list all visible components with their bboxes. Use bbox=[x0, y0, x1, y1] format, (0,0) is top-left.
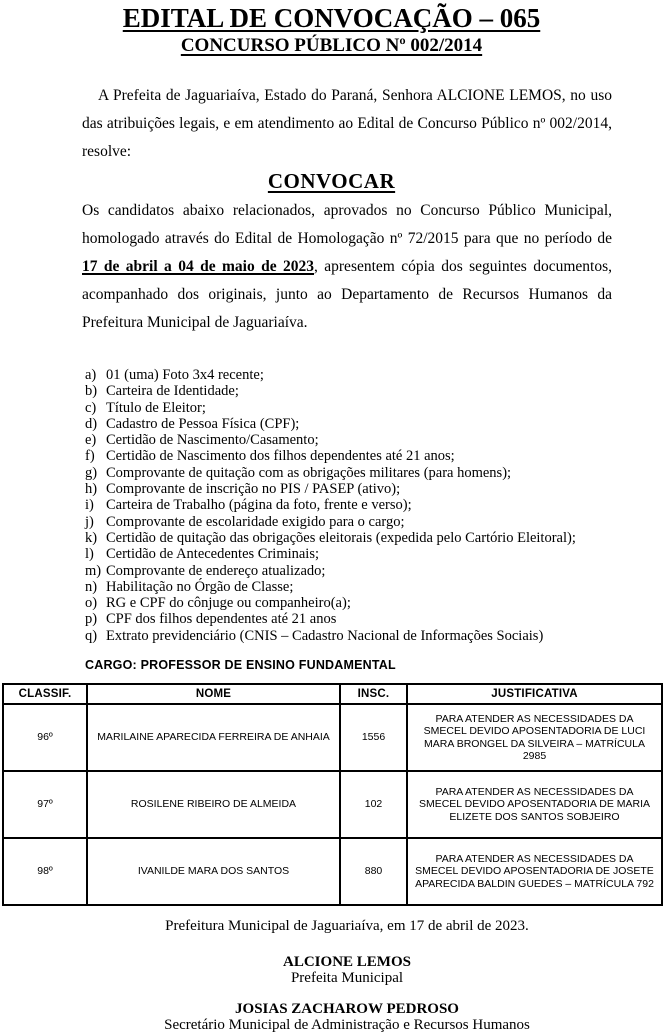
list-item-marker: b) bbox=[85, 383, 98, 400]
required-document-item bbox=[85, 595, 623, 611]
required-document-item bbox=[85, 465, 623, 481]
nome-cell: IVANILDE MARA DOS SANTOS bbox=[87, 838, 340, 905]
list-item-marker: c) bbox=[85, 399, 97, 416]
justificativa-cell: PARA ATENDER AS NECESSIDADES DA SMECEL DEVIDO APOSENTADORIA DE MARIA ELIZETE DOS SANTOS SOBJEIRO bbox=[407, 771, 662, 838]
list-item-marker: i) bbox=[85, 497, 94, 514]
list-item-marker: p) bbox=[85, 611, 98, 628]
insc-cell: 880 bbox=[340, 838, 407, 905]
list-item-marker: n) bbox=[85, 578, 98, 595]
required-document-item bbox=[85, 416, 623, 432]
required-documents-list bbox=[85, 367, 623, 644]
required-document-item bbox=[85, 514, 623, 530]
required-document-item bbox=[85, 628, 623, 644]
insc-cell: 1556 bbox=[340, 704, 407, 771]
required-document-item bbox=[85, 400, 623, 416]
required-document-item bbox=[85, 563, 623, 579]
list-item-text: Título de Eleitor; bbox=[106, 399, 206, 416]
signature-role: Prefeita Municipal bbox=[290, 970, 404, 987]
list-item-marker: a) bbox=[85, 367, 97, 383]
list-item-text: Comprovante de inscrição no PIS / PASEP (ativo); bbox=[106, 481, 401, 498]
list-item-marker: l) bbox=[85, 546, 94, 563]
list-item-text: Comprovante de quitação com as obrigações militares (para homens); bbox=[106, 464, 512, 481]
list-item-marker: f) bbox=[85, 448, 95, 465]
column-header: CLASSIF. bbox=[3, 684, 87, 704]
nome-cell: MARILAINE APARECIDA FERREIRA DE ANHAIA bbox=[87, 704, 340, 771]
list-item-text: Cadastro de Pessoa Física (CPF); bbox=[106, 415, 300, 432]
required-document-item bbox=[85, 611, 623, 627]
cargo-label: CARGO: PROFESSOR DE ENSINO FUNDAMENTAL bbox=[85, 658, 396, 673]
signature-block-mayor bbox=[82, 954, 612, 986]
document-subtitle-text: CONCURSO PÚBLICO Nº 002/2014 bbox=[180, 35, 483, 56]
convocar-heading bbox=[0, 168, 663, 194]
list-item-text: 01 (uma) Foto 3x4 recente; bbox=[106, 367, 264, 383]
list-item-text: Certidão de Antecedentes Criminais; bbox=[106, 546, 320, 563]
convocar-heading-text: CONVOCAR bbox=[267, 169, 396, 193]
classif-cell: 98º bbox=[3, 838, 87, 905]
justificativa-cell: PARA ATENDER AS NECESSIDADES DA SMECEL DEVIDO APOSENTADORIA DE LUCI MARA BRONGEL DA SILVEIRA – MATRÍCULA 2985 bbox=[407, 704, 662, 771]
convocation-text-before-period: Os candidatos abaixo relacionados, aprovados no Concurso Público Municipal, homologado através do Edital de Homologação nº 72/2015 para que no período de bbox=[82, 202, 612, 247]
list-item-marker: o) bbox=[85, 595, 98, 612]
convocation-paragraph bbox=[82, 197, 612, 337]
list-item-marker: e) bbox=[85, 432, 97, 449]
required-document-item bbox=[85, 367, 623, 383]
required-document-item bbox=[85, 383, 623, 399]
list-item-marker: d) bbox=[85, 415, 98, 432]
justificativa-cell: PARA ATENDER AS NECESSIDADES DA SMECEL DEVIDO APOSENTADORIA DE JOSETE APARECIDA BALDIN GUEDES – MATRÍCULA 792 bbox=[407, 838, 662, 905]
list-item-text: Certidão de Nascimento/Casamento; bbox=[106, 432, 319, 449]
closing-date-line: Prefeitura Municipal de Jaguariaíva, em 17 de abril de 2023. bbox=[165, 918, 529, 935]
required-document-item bbox=[85, 546, 623, 562]
intro-paragraph: A Prefeita de Jaguariaíva, Estado do Paraná, Senhora ALCIONE LEMOS, no uso das atribuições legais, e em atendimento ao Edital de Concurso Público nº 002/2014, resolve: bbox=[82, 87, 612, 160]
list-item-text: Carteira de Identidade; bbox=[106, 383, 239, 400]
required-document-item bbox=[85, 481, 623, 497]
classif-cell: 97º bbox=[3, 771, 87, 838]
list-item-text: RG e CPF do cônjuge ou companheiro(a); bbox=[106, 595, 351, 612]
candidate-row bbox=[3, 771, 662, 838]
document-page bbox=[0, 3, 663, 1033]
column-header: NOME bbox=[87, 684, 340, 704]
list-item-text: Certidão de quitação das obrigações eleitorais (expedida pelo Cartório Eleitoral); bbox=[106, 529, 576, 546]
insc-cell: 102 bbox=[340, 771, 407, 838]
required-document-item bbox=[85, 497, 623, 513]
convocation-text-after-period: , apresentem cópia dos seguintes documentos, acompanhado dos originais, junto ao Departamento de Recursos Humanos da Prefeitura Municipal de Jaguariaíva. bbox=[82, 258, 612, 331]
document-title-text: EDITAL DE CONVOCAÇÃO – 065 bbox=[122, 3, 541, 33]
list-item-text: CPF dos filhos dependentes até 21 anos bbox=[106, 611, 337, 628]
required-document-item bbox=[85, 432, 623, 448]
list-item-marker: k) bbox=[85, 529, 98, 546]
column-header: INSC. bbox=[340, 684, 407, 704]
list-item-text: Carteira de Trabalho (página da foto, frente e verso); bbox=[106, 497, 412, 514]
nome-cell: ROSILENE RIBEIRO DE ALMEIDA bbox=[87, 771, 340, 838]
column-header: JUSTIFICATIVA bbox=[407, 684, 662, 704]
convocation-period: 17 de abril a 04 de maio de 2023 bbox=[82, 258, 314, 275]
document-title bbox=[0, 3, 663, 33]
signature-name: JOSIAS ZACHAROW PEDROSO bbox=[235, 1001, 459, 1018]
candidate-row bbox=[3, 838, 662, 905]
list-item-text: Habilitação no Órgão de Classe; bbox=[106, 578, 294, 595]
required-document-item bbox=[85, 579, 623, 595]
list-item-marker: g) bbox=[85, 464, 98, 481]
required-document-item bbox=[85, 530, 623, 546]
list-item-marker: j) bbox=[85, 513, 94, 530]
document-subtitle bbox=[0, 34, 663, 58]
required-document-item bbox=[85, 448, 623, 464]
table-header-row bbox=[3, 684, 662, 704]
list-item-text: Extrato previdenciário (CNIS – Cadastro Nacional de Informações Sociais) bbox=[106, 627, 544, 644]
list-item-marker: h) bbox=[85, 481, 98, 498]
signature-block-secretary bbox=[82, 1001, 612, 1033]
classif-cell: 96º bbox=[3, 704, 87, 771]
list-item-text: Comprovante de escolaridade exigido para o cargo; bbox=[106, 513, 405, 530]
candidate-row bbox=[3, 704, 662, 771]
signature-role: Secretário Municipal de Administração e Recursos Humanos bbox=[164, 1017, 530, 1033]
list-item-marker: m) bbox=[85, 562, 102, 579]
list-item-text: Certidão de Nascimento dos filhos dependentes até 21 anos; bbox=[106, 448, 455, 465]
candidates-table bbox=[2, 683, 663, 906]
signature-name: ALCIONE LEMOS bbox=[283, 954, 411, 971]
list-item-text: Comprovante de endereço atualizado; bbox=[106, 562, 326, 579]
list-item-marker: q) bbox=[85, 627, 98, 644]
